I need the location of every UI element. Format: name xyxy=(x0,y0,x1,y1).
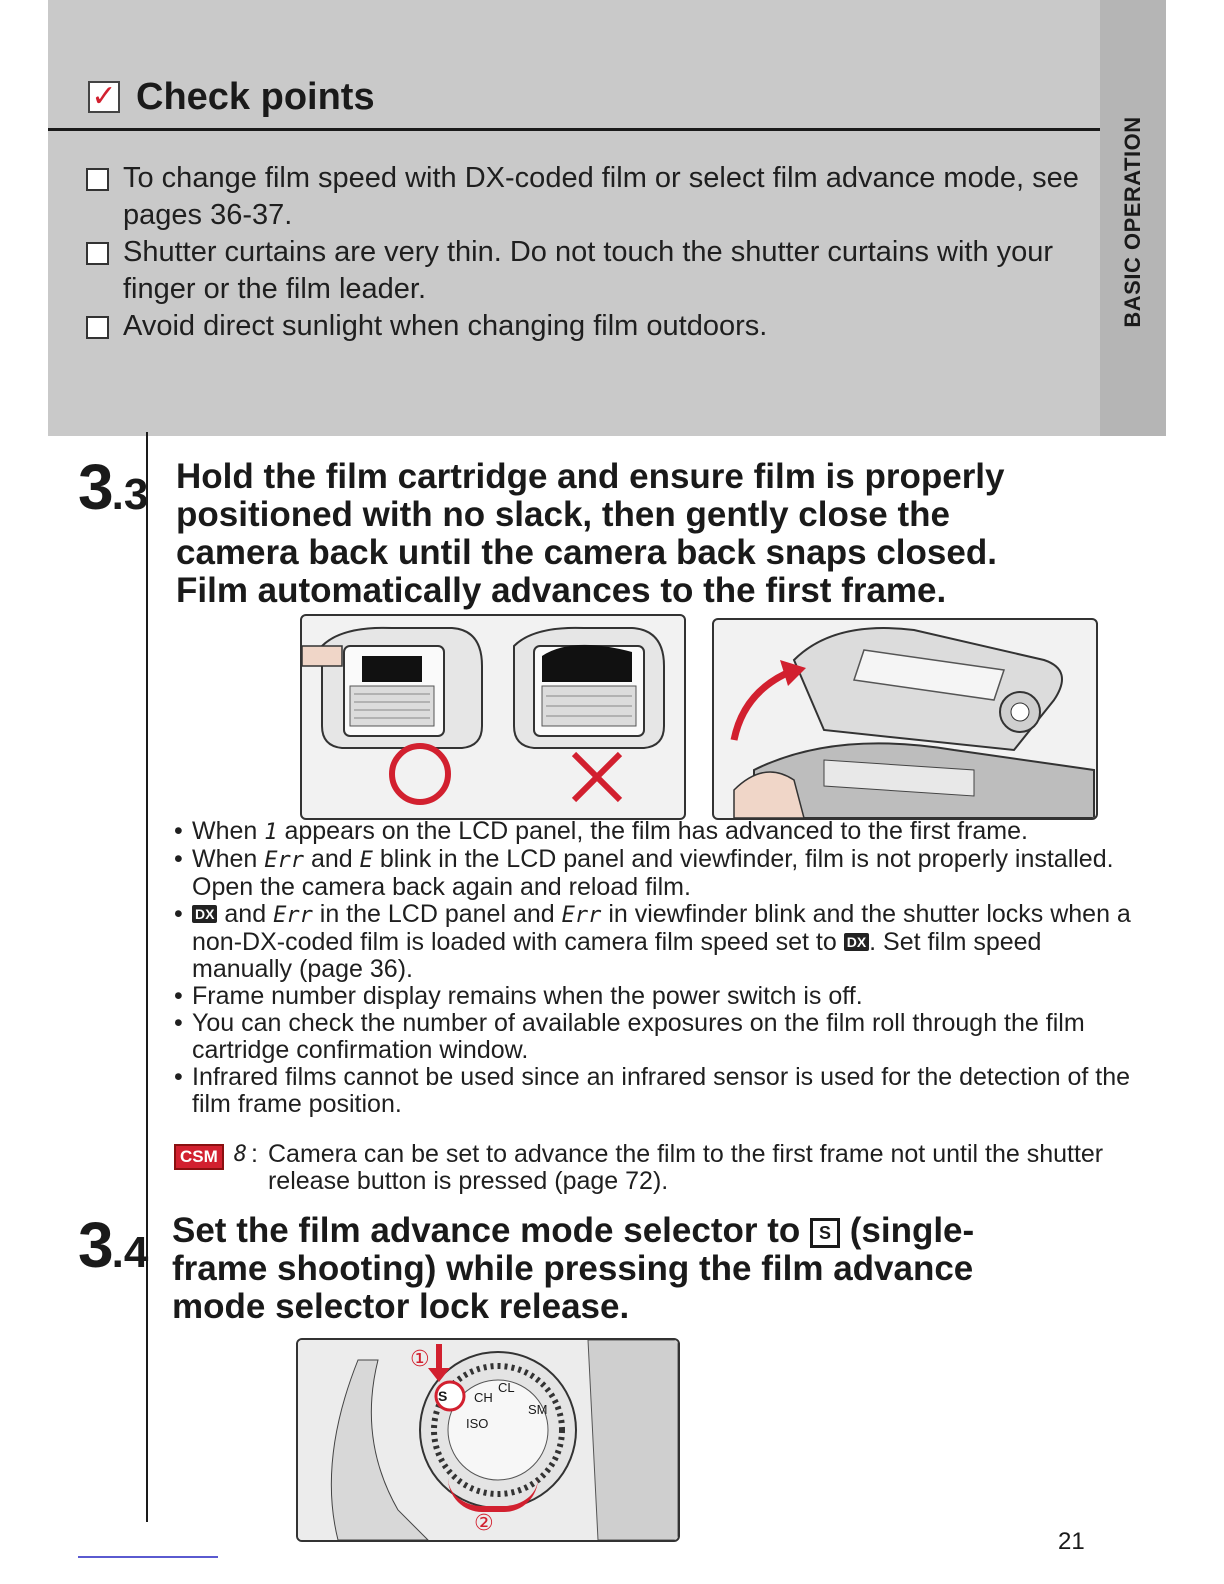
step-heading-3-3: Hold the film cartridge and ensure film is properly positioned with no slack, then gently close the camera back until the camera back snaps closed. Film automatically advances to the first frame. xyxy=(176,457,1005,610)
note-text: . Set film speed manually (page 36). xyxy=(192,928,1042,983)
dial-label: S xyxy=(438,1388,448,1404)
checkbox-icon xyxy=(86,242,109,265)
checkbox-icon xyxy=(86,168,109,191)
dial-label: SM xyxy=(528,1402,548,1417)
check-item xyxy=(86,308,1096,345)
note-text: blink in the LCD panel and viewfinder, film is not properly installed. Open the camera back again and reload film. xyxy=(192,845,1114,901)
lcd-glyph: Err xyxy=(264,848,305,873)
note-item: • You can check the number of available exposures on the film roll through the film cartridge confirmation window. xyxy=(174,1010,1134,1064)
lcd-glyph: Err xyxy=(273,903,313,928)
bottom-rule xyxy=(78,1556,218,1558)
single-frame-icon: S xyxy=(810,1218,840,1248)
mode-selector-illustration-panel xyxy=(296,1338,680,1542)
step-number-major: 3 xyxy=(78,451,112,523)
dial-label: ISO xyxy=(466,1416,489,1431)
csm-number: 8 xyxy=(233,1142,248,1167)
step-divider-line xyxy=(146,432,148,1522)
press-arrow-head-icon xyxy=(428,1368,450,1382)
note-text: appears on the LCD panel, the film has advanced to the first frame. xyxy=(284,817,1028,845)
note-text: and xyxy=(224,900,267,928)
step-number-minor: .3 xyxy=(111,470,149,519)
manual-page xyxy=(48,0,1166,1584)
check-points-list xyxy=(86,160,1096,345)
note-item: • DX and Err in the LCD panel and Err in viewfinder blink and the shutter locks when a non-DX-coded film is loaded with camera film speed set to DX . Set film speed manually (page 36). xyxy=(174,900,1131,983)
step-heading-text: (single-frame shooting) while pressing the film advance mode selector lock release. xyxy=(172,1211,975,1326)
check-points-panel xyxy=(48,0,1166,436)
header-rule xyxy=(48,128,1100,131)
note-text: Infrared films cannot be used since an infrared sensor is used for the detection of the film frame position. xyxy=(192,1063,1131,1118)
note-text: Frame number display remains when the power switch is off. xyxy=(192,982,863,1010)
note-text: When xyxy=(192,817,258,845)
camera-back-closing-illustration xyxy=(714,620,1096,818)
cartridge-illustration-panel xyxy=(300,614,686,820)
step-heading-text: Set the film advance mode selector to xyxy=(172,1211,801,1250)
correct-loading-illustration xyxy=(302,628,482,802)
step-number-3-4 xyxy=(78,1208,148,1282)
section-tab-label: BASIC OPERATION xyxy=(1120,116,1145,328)
lcd-glyph: Err xyxy=(561,903,602,928)
page-left-margin xyxy=(0,0,48,1584)
lcd-glyph: E xyxy=(359,848,373,873)
cartridge-illustration xyxy=(302,616,684,818)
dx-icon: DX xyxy=(192,905,217,923)
notes-list xyxy=(174,818,1134,1118)
check-item-text: To change film speed with DX-coded film or select film advance mode, see pages 36-37. xyxy=(123,162,1079,231)
note-text: in the LCD panel and xyxy=(319,900,555,928)
note-text: in viewfinder blink and the shutter locks when a non-DX-coded film is loaded with camera film speed set to xyxy=(192,900,1131,956)
csm-note: CSM 8 : Camera can be set to advance the film to the first frame not until the shutter release button is pressed (page 72). xyxy=(174,1141,1134,1195)
note-item: • Infrared films cannot be used since an infrared sensor is used for the detection of the film frame position. xyxy=(174,1064,1134,1118)
dial-label: CL xyxy=(498,1380,515,1395)
checkbox-icon xyxy=(86,316,109,339)
step-heading-3-4 xyxy=(172,1212,1052,1326)
note-item: • When Err and E blink in the LCD panel and viewfinder, film is not properly installed. Open the camera back again and reload film. xyxy=(174,845,1114,901)
camera-back-closing-illustration-panel xyxy=(712,618,1098,820)
note-text: You can check the number of available exposures on the film roll through the film cartridge confirmation window. xyxy=(192,1009,1085,1064)
lcd-glyph: 1 xyxy=(264,820,278,845)
check-item xyxy=(86,234,1096,308)
callout-2: ② xyxy=(474,1510,494,1535)
close-arrow-icon xyxy=(734,670,794,740)
check-item-text: Avoid direct sunlight when changing film outdoors. xyxy=(123,310,768,342)
callout-1: ① xyxy=(410,1346,430,1371)
csm-text: Camera can be set to advance the film to the first frame not until the shutter release button is pressed (page 72). xyxy=(267,1140,1104,1195)
incorrect-loading-illustration xyxy=(514,628,664,800)
note-item: • Frame number display remains when the power switch is off. xyxy=(174,982,863,1010)
note-text: When xyxy=(192,845,258,873)
checkmark-icon: ✓ xyxy=(88,81,120,113)
check-points-title: Check points xyxy=(136,75,375,118)
csm-badge: CSM xyxy=(174,1144,224,1170)
check-item xyxy=(86,160,1096,234)
note-item: • When 1 appears on the LCD panel, the film has advanced to the first frame. xyxy=(174,817,1028,845)
circle-ok-icon xyxy=(392,746,448,802)
dx-icon: DX xyxy=(844,933,869,951)
note-text: and xyxy=(310,845,353,873)
dial-label: CH xyxy=(474,1390,493,1405)
step-number-major: 3 xyxy=(78,1209,112,1281)
page-number: 21 xyxy=(1058,1528,1085,1555)
check-points-header xyxy=(88,74,375,120)
check-item-text: Shutter curtains are very thin. Do not touch the shutter curtains with your finger or the film leader. xyxy=(123,236,1054,305)
step-number-3-3 xyxy=(78,450,148,524)
step-number-minor: .4 xyxy=(111,1228,149,1277)
